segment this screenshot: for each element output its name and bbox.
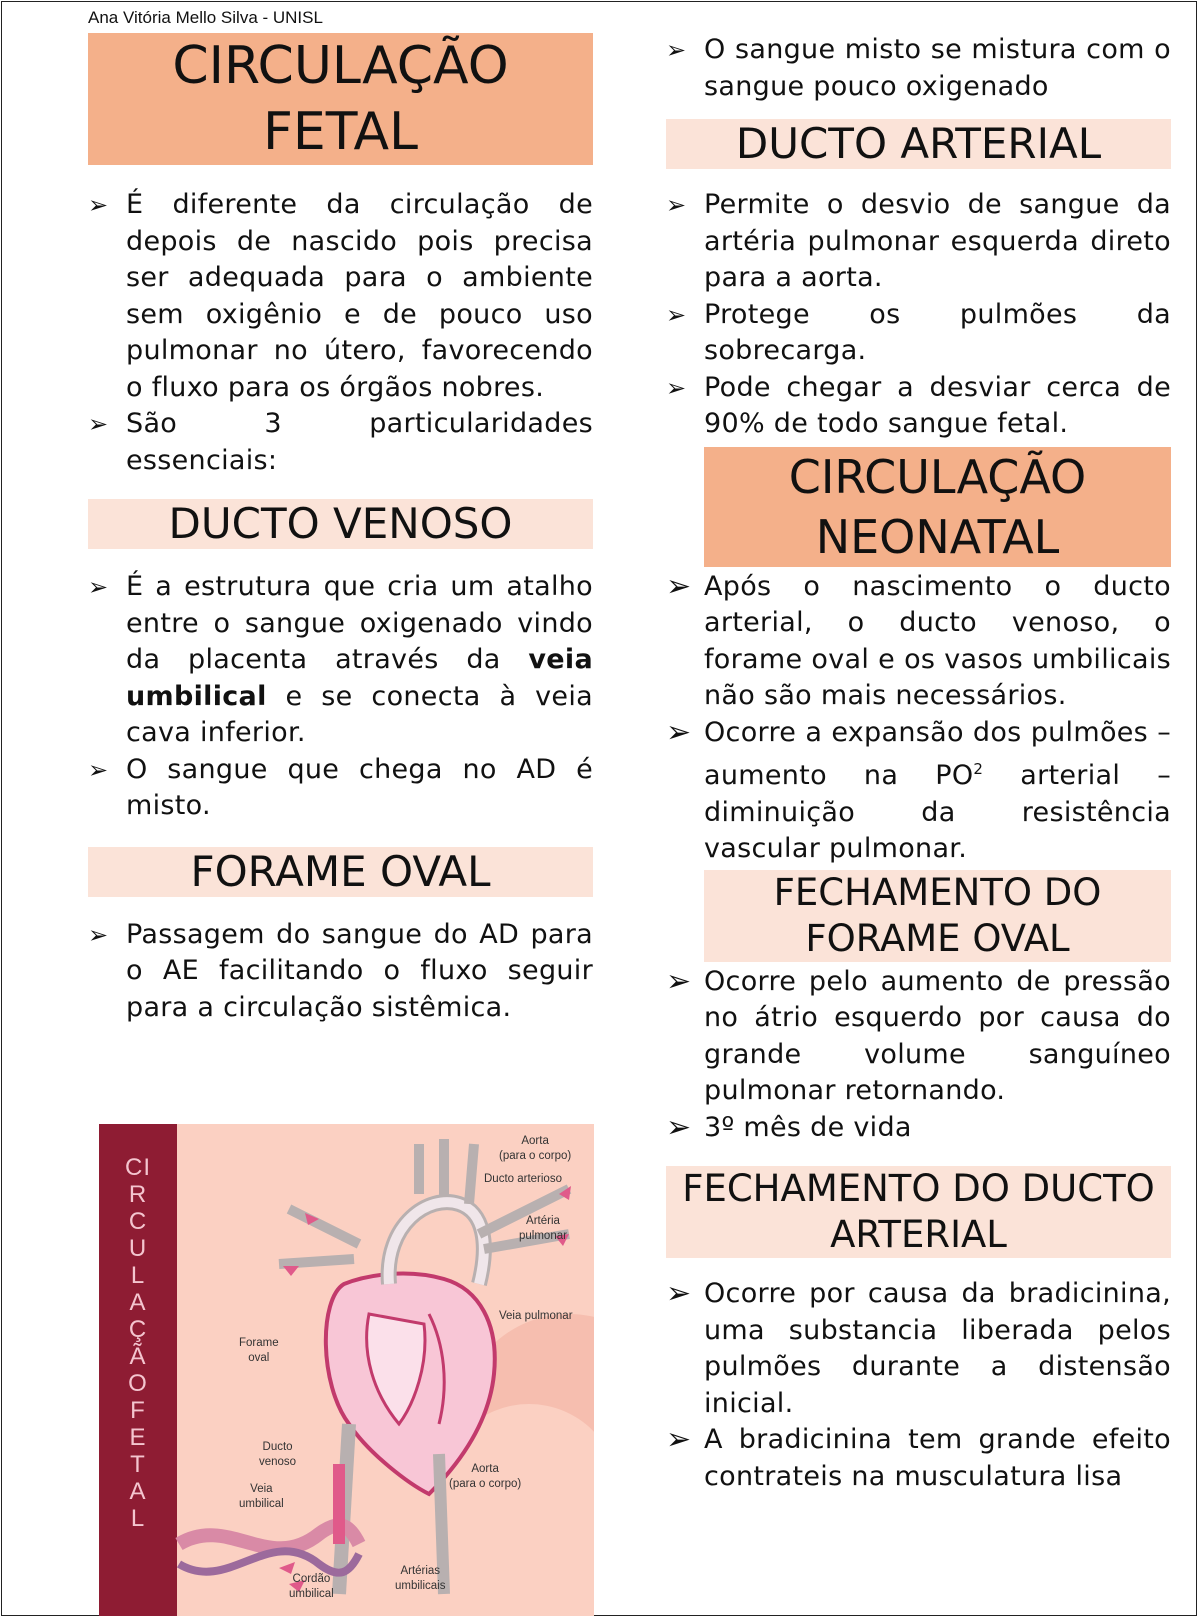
arrowhead-bullet-icon: ➢ (666, 300, 687, 329)
list-item: ➢ É a estrutura que cria um atalho entre o sangue oxigenado vindo da placenta através da veia umbilical e se conecta à veia cava inferior. (88, 571, 593, 748)
section-title-ducto-arterial: DUCTO ARTERIAL (666, 119, 1171, 169)
arrowhead-bullet-icon: ➢ (88, 755, 109, 784)
arrowhead-bullet-icon: ➢ (666, 963, 692, 999)
forame-list (88, 917, 593, 1027)
arrowhead-bullet-icon: ➢ (666, 191, 687, 219)
label-aorta-top: Aorta (para o corpo) (499, 1135, 572, 1162)
right-column (666, 33, 1171, 1495)
arrowhead-bullet-icon: ➢ (88, 920, 109, 949)
fetal-circulation-figure (99, 1124, 594, 1616)
fechamento-forame-list (666, 964, 1171, 1147)
arrowhead-bullet-icon: ➢ (666, 36, 687, 64)
label-veia-umbilical: Veia umbilical (239, 1483, 284, 1510)
list-item: ➢ Após o nascimento o ducto arterial, o ducto venoso, o forame oval e os vasos umbilicais não são mais necessários. (666, 568, 1171, 711)
list-item: ➢ Pode chegar a desviar cerca de 90% de todo sangue fetal. (666, 371, 1171, 439)
superscript: 2 (973, 760, 984, 778)
list-item: ➢ São 3 particularidades essenciais: (88, 408, 593, 476)
arrowhead-bullet-icon: ➢ (88, 410, 109, 438)
arrowhead-bullet-icon: ➢ (666, 1109, 692, 1145)
arrowhead-bullet-icon: ➢ (666, 1276, 692, 1311)
title-line-2: FETAL (262, 102, 419, 162)
label-aorta-bottom: Aorta (para o corpo) (449, 1463, 522, 1490)
list-item: ➢ Ocorre a expansão dos pulmões – aumento na $PO^2$ arterial – diminuição da resistência vascular pulmonar. (666, 714, 1171, 864)
section-title-fechamento-forame: FECHAMENTO DO FORAME OVAL (704, 870, 1171, 962)
list-item: ➢ O sangue que chega no AD é misto. (88, 753, 593, 821)
label-arteria-pulmonar: Artéria pulmonar (519, 1215, 567, 1242)
arrowhead-bullet-icon: ➢ (666, 1422, 692, 1457)
arrowhead-bullet-icon: ➢ (666, 373, 687, 402)
arrowhead-bullet-icon: ➢ (666, 714, 692, 750)
section-title-ducto-venoso: DUCTO VENOSO (88, 499, 593, 549)
arrowhead-bullet-icon: ➢ (666, 568, 692, 604)
list-item: ➢ Passagem do sangue do AD para o AE facilitando o fluxo seguir para a circulação sistêmica. (88, 918, 593, 1023)
label-arterias-umbilicais: Artérias umbilicais (395, 1565, 446, 1592)
intro-list (88, 187, 593, 479)
figure-side-title: CIRCULAÇÃO FETAL (125, 1154, 151, 1532)
title-line-2: NEONATAL (815, 509, 1060, 564)
list-item: ➢ É diferente da circulação de depois de nascido pois precisa ser adequada para o ambiente sem oxigênio e de pouco uso pulmonar no útero, favorecendo o fluxo para os órgãos nobres. (88, 189, 593, 403)
venoso-list (88, 569, 593, 825)
list-item: ➢ Protege os pulmões da sobrecarga. (666, 298, 1171, 366)
label-forame-oval: Forame oval (239, 1337, 279, 1364)
list-item: ➢ 3º mês de vida (666, 1109, 912, 1145)
arrowhead-bullet-icon: ➢ (88, 191, 109, 219)
list-item: ➢ Ocorre por causa da bradicinina, uma substancia liberada pelos pulmões durante a distensão inicial. (666, 1276, 1171, 1419)
title-line-1: CIRCULAÇÃO (788, 449, 1087, 504)
list-item: ➢ Permite o desvio de sangue da artéria pulmonar esquerda direto para a aorta. (666, 189, 1171, 293)
label-ducto-venoso: Ducto venoso (259, 1441, 297, 1468)
title-circulacao-neonatal (704, 447, 1171, 567)
neonatal-list (666, 569, 1171, 868)
author-header: Ana Vitória Mello Silva - UNISL (88, 8, 323, 27)
bold-term: veia umbilical (126, 644, 593, 712)
section-title-fechamento-ducto: FECHAMENTO DO DUCTO ARTERIAL (666, 1166, 1171, 1258)
list-item: ➢ A bradicinina tem grande efeito contrateis na musculatura lisa (666, 1422, 1171, 1492)
arterial-list (666, 187, 1171, 443)
list-item: ➢ Ocorre pelo aumento de pressão no átrio esquerdo por causa do grande volume sanguíneo pulmonar retornando. (666, 963, 1171, 1106)
left-column (88, 33, 593, 1026)
section-title-forame-oval: FORAME OVAL (88, 847, 593, 897)
fechamento-ducto-list (666, 1276, 1171, 1495)
label-veia-pulmonar: Veia pulmonar (499, 1310, 573, 1322)
arrowhead-bullet-icon: ➢ (88, 573, 109, 601)
list-item: ➢ O sangue misto se mistura com o sangue pouco oxigenado (666, 34, 1171, 102)
title-line-1: CIRCULAÇÃO (172, 36, 509, 96)
title-circulacao-fetal (88, 33, 593, 165)
label-cordao-umbilical: Cordão umbilical (289, 1573, 334, 1600)
top-list (666, 32, 1171, 105)
label-ducto-arterioso: Ducto arterioso (484, 1173, 562, 1185)
